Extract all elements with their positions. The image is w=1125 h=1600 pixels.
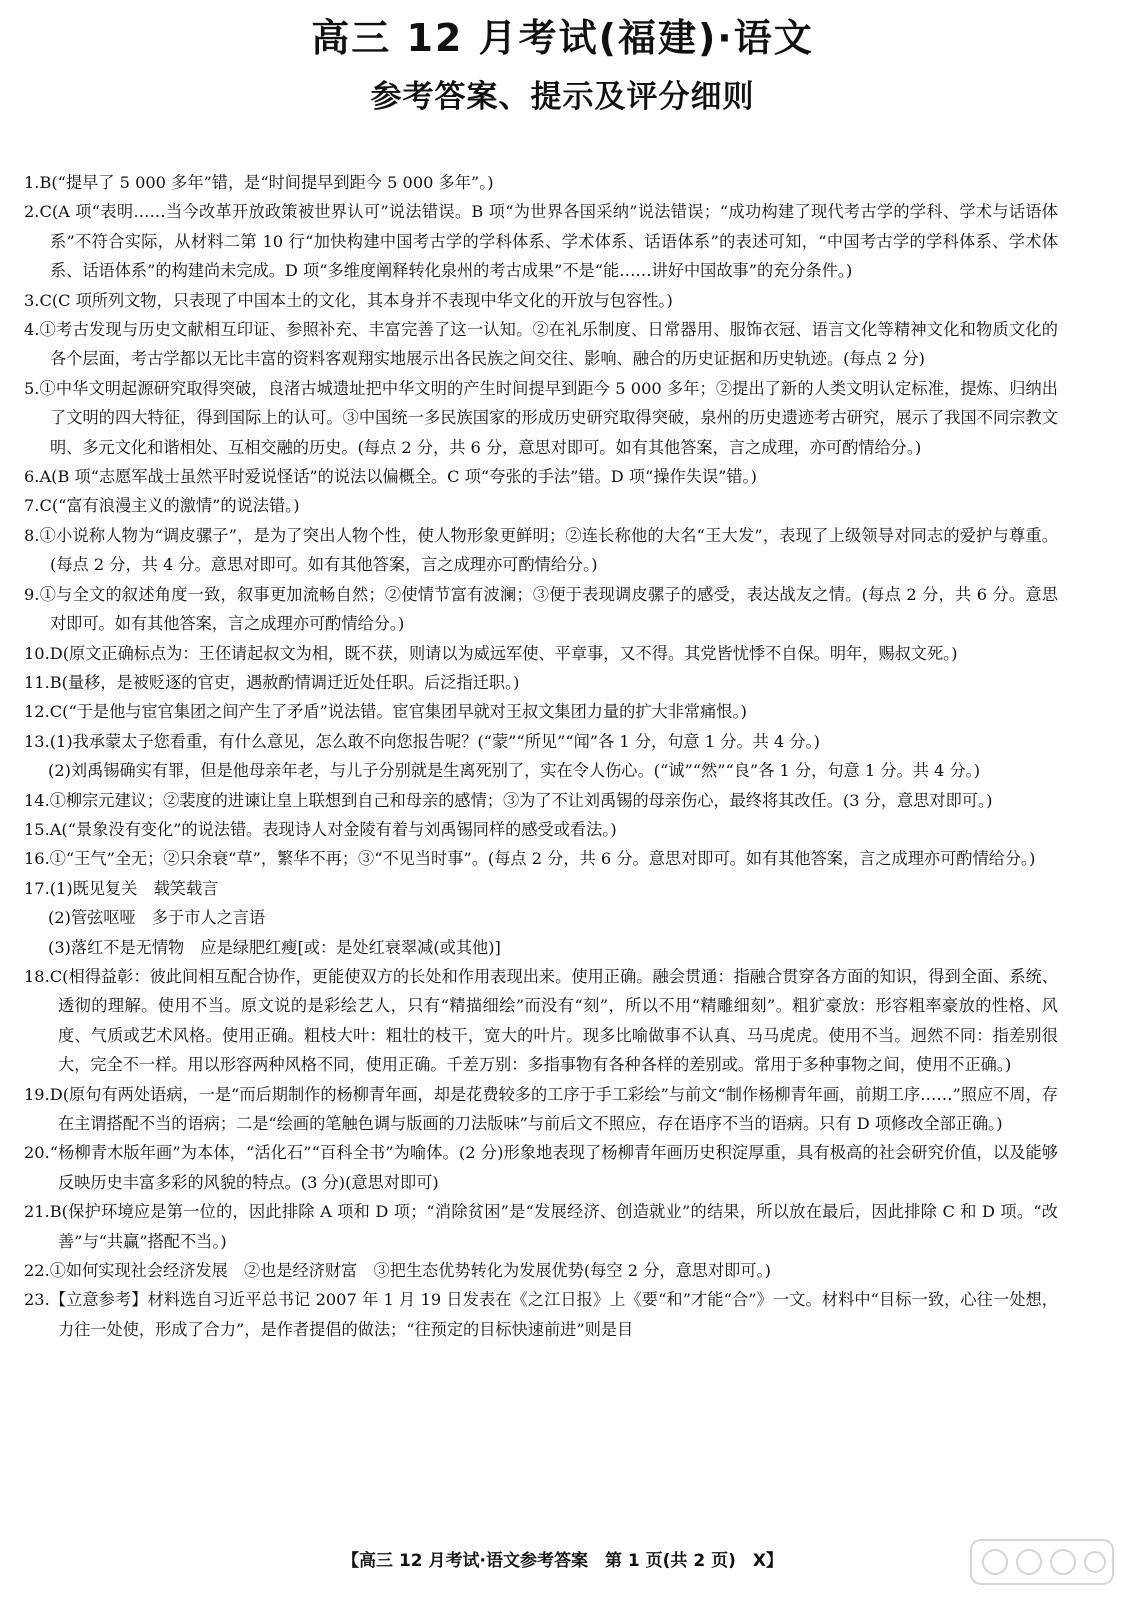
answer-item-2: 2.C(A 项“表明……当今改革开放政策被世界认可”说法错误。B 项“为世界各国采纳”说法错误；“成功构建了现代考古学的学科、学术与话语体系”不符合实际，从材料二第 10 行“加快构建中国考古学的学科体系、学术体系、话语体系”的表述可知，“中国考古学的学科体系、学术体系、话语体系”的构建尚未完成。D 项“多维度阐释转化泉州的考古成果”不是“能……讲好中国故事”的充分条件。) <box>24 202 1058 281</box>
page-footer: 【高三 12 月考试·语文参考答案 第 1 页(共 2 页) X】 <box>342 1551 783 1571</box>
answer-item-17-3: (3)落红不是无情物 应是绿肥红瘦[或：是处红衰翠减(或其他)] <box>48 937 501 957</box>
answer-item-8: 8.①小说称人物为“调皮骡子”，是为了突出人物个性，使人物形象更鲜明；②连长称他的大名“王大发”，表现了上级领导对同志的爱护与尊重。(每点 2 分，共 4 分。意思对即可。如有其他答案，言之成理亦可酌情给分。) <box>24 525 1058 575</box>
answer-item-22: 22.①如何实现社会经济发展 ②也是经济财富 ③把生态优势转化为发展优势(每空 2 分，意思对即可。) <box>24 1261 771 1281</box>
answer-item-17-1: 17.(1)既见复关 载笑载言 <box>24 878 219 898</box>
answer-item-9: 9.①与全文的叙述角度一致，叙事更加流畅自然；②使情节富有波澜；③便于表现调皮骡子的感受，表达战友之情。(每点 2 分，共 6 分。意思对即可。如有其他答案，言之成理亦可酌情给分。) <box>24 584 1058 634</box>
answer-item-14: 14.①柳宗元建议；②裴度的进谏让皇上联想到自己和母亲的感情；③为了不让刘禹锡的母亲伤心，最终将其改任。(3 分，意思对即可。) <box>24 790 993 810</box>
answer-item-20: 20.“杨柳青木版年画”为本体，“活化石”“百科全书”为喻体。(2 分)形象地表现了杨柳青年画历史积淀厚重，具有极高的社会研究价值，以及能够反映历史丰富多彩的风貌的特点。(3 分)(意思对即可) <box>24 1143 1058 1192</box>
answer-item-21: 21.B(保护环境应是第一位的，因此排除 A 项和 D 项；“消除贫困”是“发展经济、创造就业”的结果，所以放在最后，因此排除 C 和 D 项。“改善”与“共赢”搭配不当。) <box>24 1202 1058 1251</box>
answer-list <box>24 168 1058 1344</box>
answer-item-17-2: (2)管弦呕哑 多于市人之言语 <box>48 908 266 928</box>
answer-item-4: 4.①考古发现与历史文献相互印证、参照补充、丰富完善了这一认知。②在礼乐制度、日常器用、服饰衣冠、语言文化等精神文化和物质文化的各个层面，考古学都以无比丰富的资料客观翔实地展示出各民族之间交往、影响、融合的历史证据和历史轨迹。(每点 2 分) <box>24 320 1058 369</box>
answer-item-18: 18.C(相得益彰：彼此间相互配合协作，更能使双方的长处和作用表现出来。使用正确。融会贯通：指融合贯穿各方面的知识，得到全面、系统、透彻的理解。使用不当。原文说的是彩绘艺人，只有“精描细绘”而没有“刻”，所以不用“精雕细刻”。粗犷豪放：形容粗率豪放的性格、风度、气质或艺术风格。使用正确。粗枝大叶：粗壮的枝干，宽大的叶片。现多比喻做事不认真、马马虎虎。使用不当。迥然不同：指差别很大，完全不一样。用以形容两种风格不同，使用正确。千差万别：多指事物有各种各样的差别或。常用于多种事物之间，使用不正确。) <box>24 966 1058 1075</box>
answer-item-6: 6.A(B 项“志愿军战士虽然平时爱说怪话”的说法以偏概全。C 项“夸张的手法”错。D 项“操作失误”错。) <box>24 467 757 487</box>
answer-item-13-2: (2)刘禹锡确实有罪，但是他母亲年老，与儿子分别就是生离死别了，实在令人伤心。(“诚”“然”“良”各 1 分，句意 1 分。共 4 分。) <box>48 761 981 781</box>
answer-item-15: 15.A(“景象没有变化”的说法错。表现诗人对金陵有着与刘禹锡同样的感受或看法。) <box>24 819 617 839</box>
page-title: 高三 12 月考试(福建)·语文 <box>311 16 814 60</box>
answer-item-5: 5.①中华文明起源研究取得突破，良渚古城遗址把中华文明的产生时间提早到距今 5 000 多年；②提出了新的人类文明认定标准，提炼、归纳出了文明的四大特征，得到国际上的认可。③中国统一多民族国家的形成历史研究取得突破，泉州的历史遗迹考古研究，展示了我国不同宗教文明、多元文化和谐相处、互相交融的历史。(每点 2 分，共 6 分，意思对即可。如有其他答案，言之成理，亦可酌情给分。) <box>24 378 1058 457</box>
page-subtitle: 参考答案、提示及评分细则 <box>370 79 755 115</box>
answer-item-23: 23.【立意参考】材料选自习近平总书记 2007 年 1 月 19 日发表在《之江日报》上《要“和”才能“合”》一文。材料中“目标一致，心往一处想，力往一处使，形成了合力”，是作者提倡的做法；“往预定的目标快速前进”则是目 <box>24 1290 1058 1339</box>
answer-item-12: 12.C(“于是他与宦官集团之间产生了矛盾”说法错。宦官集团早就对王叔文集团力量的扩大非常痛恨。) <box>24 702 747 722</box>
answer-item-16: 16.①“王气”全无；②只余衰“草”，繁华不再；③“不见当时事”。(每点 2 分，共 6 分。意思对即可。如有其他答案，言之成理亦可酌情给分。) <box>24 849 1036 869</box>
watermark-logo-icon <box>967 1532 1117 1592</box>
answer-item-3: 3.C(C 项所列文物，只表现了中国本土的文化，其本身并不表现中华文化的开放与包容性。) <box>24 290 673 310</box>
answer-item-11: 11.B(量移，是被贬逐的官吏，遇赦酌情调迁近处任职。后泛指迁职。) <box>24 672 520 692</box>
answer-item-1: 1.B(“提早了 5 000 多年”错，是“时间提早到距今 5 000 多年”。) <box>24 173 494 192</box>
answer-item-13-1: 13.(1)我承蒙太子您看重，有什么意见，怎么敢不向您报告呢？(“蒙”“所见”“闻”各 1 分，句意 1 分。共 4 分。) <box>24 731 820 751</box>
answer-item-7: 7.C(“富有浪漫主义的激情”的说法错。) <box>24 496 300 516</box>
answer-item-10: 10.D(原文正确标点为：王伾请起叔文为相，既不获，则请以为威远军使、平章事，又不得。其党皆忧悸不自保。明年，赐叔文死。) <box>24 643 958 663</box>
answer-item-19: 19.D(原句有两处语病，一是“而后期制作的杨柳青年画，却是花费较多的工序于手工彩绘”与前文“制作杨柳青年画，前期工序……”照应不周，存在主谓搭配不当的语病；二是“绘画的笔触色调与版画的刀法版味”与前后文不照应，存在语序不当的语病。只有 D 项修改全部正确。) <box>24 1084 1058 1133</box>
